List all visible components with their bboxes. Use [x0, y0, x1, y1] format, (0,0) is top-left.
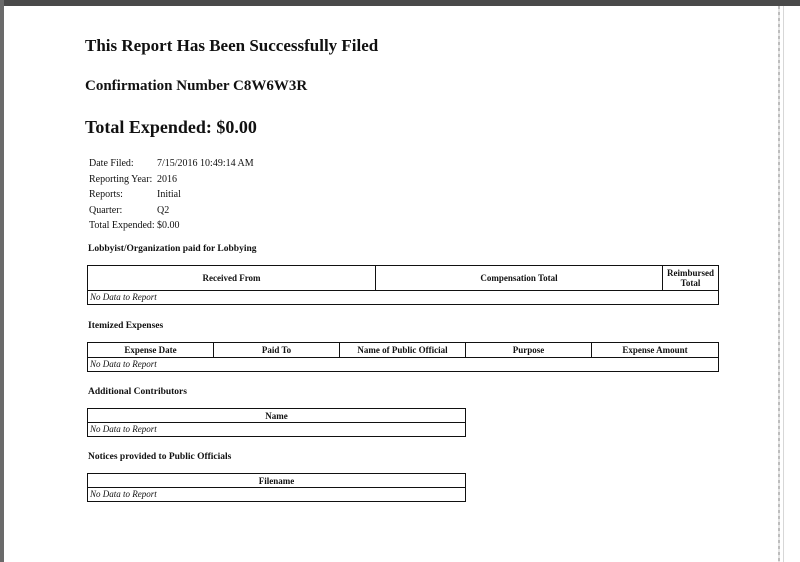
column-name: Name: [265, 410, 288, 421]
table-header: [88, 266, 718, 291]
column-expense-date: Expense Date: [88, 343, 214, 357]
info-label: Reporting Year:: [89, 173, 153, 185]
total-expended-heading: Total Expended: $0.00: [85, 117, 257, 137]
column-paid-to: Paid To: [214, 343, 340, 357]
info-value: Q2: [157, 204, 170, 216]
itemized-heading: Itemized Expenses: [88, 321, 164, 331]
report-title: This Report Has Been Successfully Filed: [85, 36, 379, 55]
column-filename: Filename: [258, 475, 295, 486]
info-value: $0.00: [157, 220, 180, 231]
info-label: Quarter:: [89, 204, 123, 216]
info-row-total-expended: [89, 218, 254, 234]
notices-heading: Notices provided to Public Officials: [88, 452, 232, 462]
info-label: Date Filed:: [89, 158, 134, 169]
info-row-reporting-year: [89, 172, 254, 188]
contributors-heading: Additional Contributors: [88, 387, 187, 397]
scan-edge-line-secondary: [783, 6, 784, 562]
table-header: [88, 409, 465, 423]
filing-info: [89, 156, 254, 234]
lobbyist-table: [87, 265, 719, 305]
table-empty-row: No Data to Report: [90, 489, 157, 499]
contributors-table: [87, 408, 466, 437]
column-received-from: Received From: [88, 266, 376, 290]
info-value: 2016: [157, 173, 177, 185]
notices-table: [87, 473, 466, 502]
column-purpose: Purpose: [466, 343, 592, 357]
table-header: [88, 474, 465, 488]
column-reimbursed-total: Reimbursed Total: [667, 268, 714, 288]
column-expense-amount: Expense Amount: [622, 345, 688, 355]
info-row-date-filed: [89, 156, 254, 172]
info-label: Reports:: [89, 189, 123, 200]
scan-edge-line: [778, 6, 780, 562]
info-value: Initial: [157, 189, 181, 200]
info-row-quarter: [89, 203, 254, 219]
itemized-table: [87, 342, 719, 372]
table-header: [88, 343, 718, 358]
table-empty-row: No Data to Report: [90, 292, 157, 302]
info-value: 7/15/2016 10:49:14 AM: [157, 158, 254, 169]
confirmation-number: Confirmation Number C8W6W3R: [85, 78, 308, 94]
table-empty-row: No Data to Report: [90, 359, 157, 369]
lobbyist-heading: Lobbyist/Organization paid for Lobbying: [88, 244, 257, 254]
column-compensation-total: Compensation Total: [376, 266, 663, 290]
info-row-reports: [89, 187, 254, 203]
column-public-official: Name of Public Official: [340, 343, 466, 357]
info-label: Total Expended:: [89, 220, 155, 231]
table-empty-row: No Data to Report: [90, 424, 157, 434]
